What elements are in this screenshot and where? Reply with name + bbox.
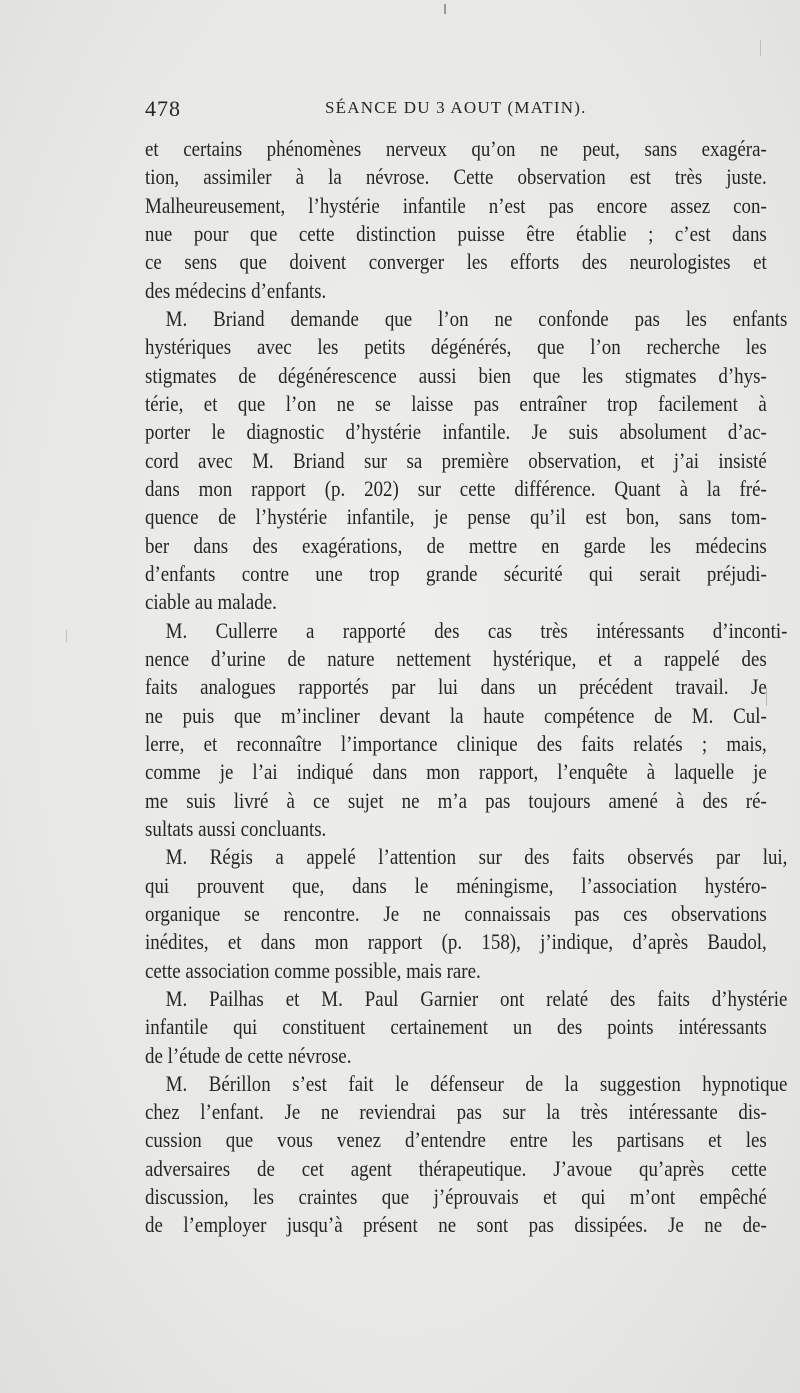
running-head — [145, 96, 755, 128]
text-line: de l’employer jusqu’à présent ne sont pas dissipées. Je ne de- — [145, 1212, 767, 1238]
text-line: inédites, et dans mon rapport (p. 158), j’indique, d’après Baudol, — [145, 929, 767, 955]
text-line: discussion, les craintes que j’éprouvais et qui m’ont empêché — [145, 1184, 767, 1210]
text-line: Malheureusement, l’hystérie infantile n’est pas encore assez con- — [145, 192, 767, 218]
text-line: quence de l’hystérie infantile, je pense qu’il est bon, sans tom- — [145, 504, 767, 530]
text-line: qui prouvent que, dans le méningisme, l’association hystéro- — [145, 872, 767, 898]
text-line: ciable au malade. — [145, 589, 277, 615]
text-line: dans mon rapport (p. 202) sur cette différence. Quant à la fré- — [145, 475, 767, 501]
text-line: térie, et que l’on ne se laisse pas entraîner trop facilement à — [145, 390, 767, 416]
text-line: de l’étude de cette névrose. — [145, 1042, 352, 1068]
text-line: faits analogues rapportés par lui dans un précédent travail. Je — [145, 674, 767, 700]
text-line: M. Pailhas et M. Paul Garnier ont relaté des faits d’hystérie — [165, 985, 788, 1011]
text-line: cord avec M. Briand sur sa première observation, et j’ai insisté — [145, 447, 767, 473]
paper-speck — [760, 40, 761, 56]
text-line: adversaires de cet agent thérapeutique. J’avoue qu’après cette — [145, 1155, 767, 1181]
page-number: 478 — [145, 96, 181, 121]
text-line: M. Briand demande que l’on ne confonde pas les enfants — [165, 305, 788, 331]
text-line: ne puis que m’incliner devant la haute compétence de M. Cul- — [145, 702, 767, 728]
text-line: me suis livré à ce sujet ne m’a pas toujours amené à des ré- — [145, 787, 767, 813]
text-line: nue pour que cette distinction puisse être établie ; c’est dans — [145, 220, 767, 246]
text-line: M. Régis a appelé l’attention sur des faits observés par lui, — [165, 844, 788, 870]
text-line: organique se rencontre. Je ne connaissais pas ces observations — [145, 900, 767, 926]
text-line: comme je l’ai indiqué dans mon rapport, l’enquête à laquelle je — [145, 759, 767, 785]
text-line: sultats aussi concluants. — [145, 815, 327, 841]
text-line: des médecins d’enfants. — [145, 277, 327, 303]
text-line: ce sens que doivent converger les efforts des neurologistes et — [145, 249, 767, 275]
text-line: cussion que vous venez d’entendre entre les partisans et les — [145, 1127, 767, 1153]
paper-speck — [444, 4, 446, 14]
text-line: ber dans des exagérations, de mettre en garde les médecins — [145, 532, 767, 558]
text-line: porter le diagnostic d’hystérie infantile. Je suis absolument d’ac- — [145, 419, 767, 445]
paper-speck — [66, 630, 67, 642]
text-line: lerre, et reconnaître l’importance clinique des faits relatés ; mais, — [145, 730, 767, 756]
running-head-title: SÉANCE DU 3 AOUT (MATIN). — [325, 98, 587, 117]
text-line: tion, assimiler à la névrose. Cette observation est très juste. — [145, 164, 767, 190]
text-line: M. Bérillon s’est fait le défenseur de la suggestion hypnotique — [165, 1070, 788, 1096]
text-line: hystériques avec les petits dégénérés, que l’on recherche les — [145, 334, 767, 360]
text-line: nence d’urine de nature nettement hystérique, et a rappelé des — [145, 645, 767, 671]
text-line: chez l’enfant. Je ne reviendrai pas sur la très intéressante dis- — [145, 1099, 767, 1125]
text-line: d’enfants contre une trop grande sécurité qui serait préjudi- — [145, 560, 767, 586]
text-line: et certains phénomènes nerveux qu’on ne peut, sans exagéra- — [145, 136, 767, 161]
body-text — [145, 135, 788, 1240]
text-line: infantile qui constituent certainement un des points intéressants — [145, 1014, 767, 1040]
text-line: cette association comme possible, mais rare. — [145, 957, 481, 983]
text-line: stigmates de dégénérescence aussi bien que les stigmates d’hys- — [145, 362, 767, 388]
text-line: M. Cullerre a rapporté des cas très intéressants d’inconti- — [165, 617, 788, 643]
